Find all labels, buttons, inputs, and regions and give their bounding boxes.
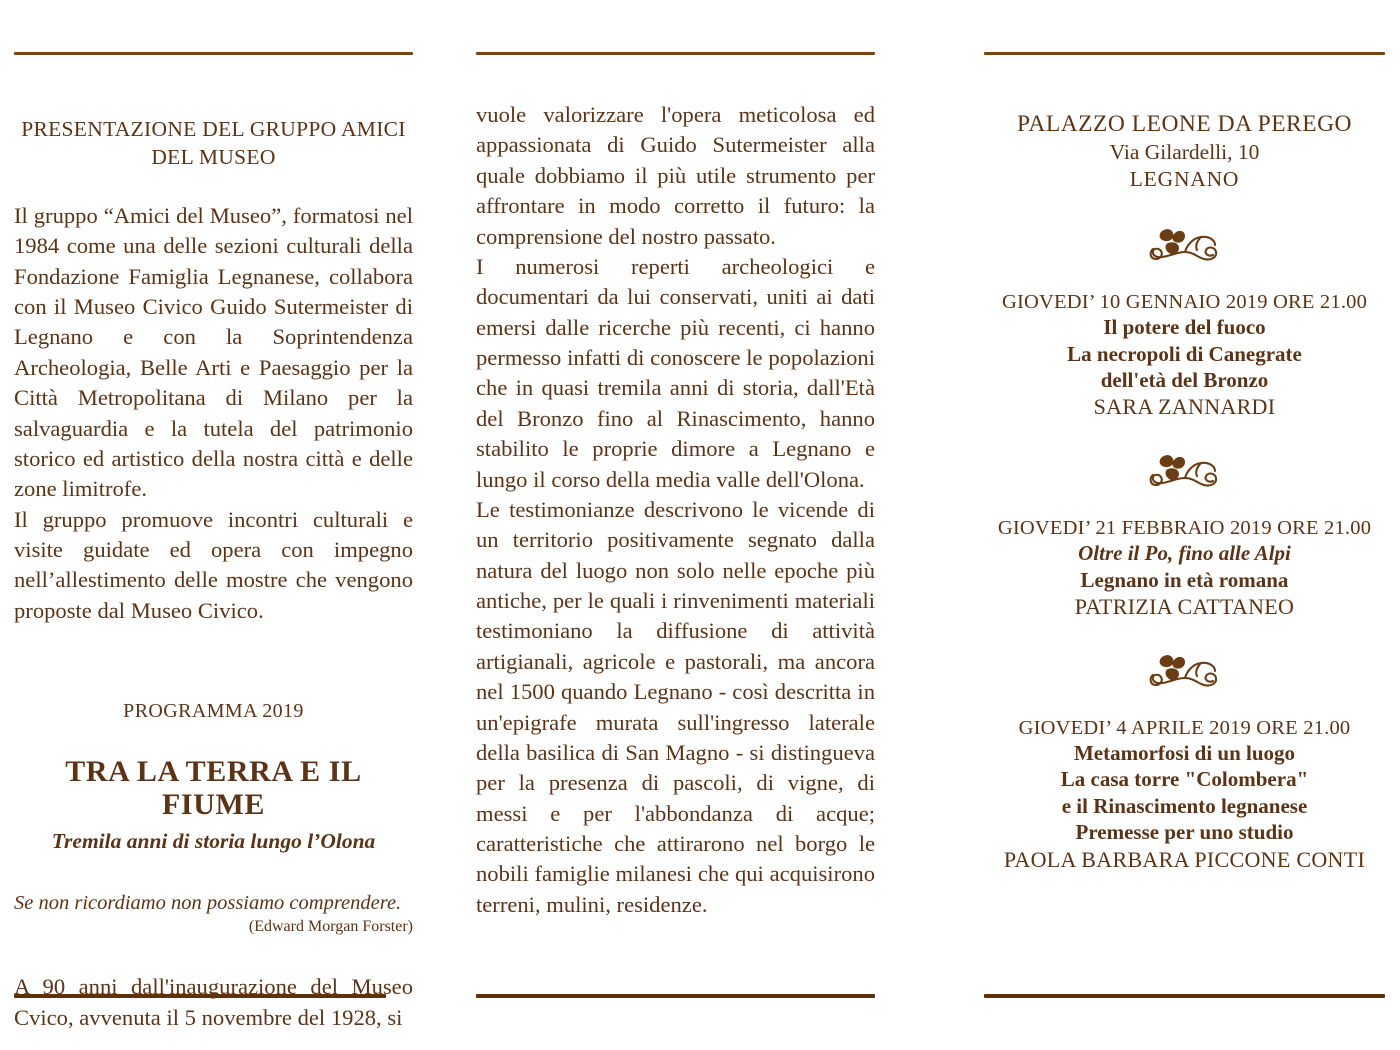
exhibition-title: TRA LA TERRA E IL FIUME (65, 755, 362, 822)
ornament-spacer (984, 269, 1385, 291)
event-entry (984, 517, 1385, 621)
event-title-line: Il potere del fuoco (1103, 315, 1266, 340)
spacer-before-quote (14, 854, 413, 892)
spacer-before-paragraph3 (14, 936, 413, 972)
column-programme (960, 0, 1400, 1050)
floral-flourish-ornament (1139, 223, 1231, 269)
venue-street: Via Gilardelli, 10 (1109, 140, 1260, 165)
presentation-paragraph-2: Il gruppo promuove incontri culturali e visite guidate ed opera con impegno nell’allestimento delle mostre che vengono proposte dal Museo Civico. (14, 506, 413, 623)
event-speaker: PATRIZIA CATTANEO (1074, 594, 1295, 620)
event-entry (984, 291, 1385, 421)
ornament-spacer (984, 495, 1385, 517)
event-spacer (984, 621, 1385, 649)
continuation-paragraph-1: vuole valorizzare l'opera meticolosa ed appassionata di Guido Sutermeister alla quale dobbiamo il più utile strumento per affrontare in modo corretto il futuro: la comprensione del nostro passato. (476, 102, 875, 249)
column1-top-rule (14, 52, 413, 55)
events-list (984, 193, 1385, 873)
event-date: GIOVEDI’ 4 APRILE 2019 ORE 21.00 (1018, 716, 1351, 739)
event-title-line: dell'età del Bronzo (1100, 368, 1269, 393)
programma-label: PROGRAMMA 2019 (123, 700, 304, 723)
spacer-before-programma (14, 626, 413, 700)
column3-content (960, 100, 1400, 873)
venue-city: LEGNANO (1129, 167, 1240, 192)
column2-top-rule (476, 52, 875, 55)
ornament-spacer (984, 695, 1385, 717)
epigraph-quote: Se non ricordiamo non possiamo comprendere. (14, 892, 402, 915)
event-title-line: La casa torre "Colombera" (1060, 767, 1309, 792)
floral-flourish-ornament (1139, 449, 1231, 495)
event-date: GIOVEDI’ 21 FEBBRAIO 2019 ORE 21.00 (997, 517, 1372, 540)
event-title-line: Metamorfosi di un luogo (1073, 740, 1296, 765)
column2-content (470, 100, 960, 920)
event-speaker: SARA ZANNARDI (1093, 394, 1276, 420)
venue-block (984, 110, 1385, 193)
event-title-line: e il Rinascimento legnanese (1061, 793, 1308, 818)
column2-bottom-rule (476, 994, 875, 998)
event-title-line: Premesse per uno studio (1075, 820, 1294, 845)
event-date: GIOVEDI’ 10 GENNAIO 2019 ORE 21.00 (1001, 291, 1368, 314)
venue-name: PALAZZO LEONE DA PEREGO (1016, 111, 1353, 137)
presentation-heading-line2: DEL MUSEO (151, 144, 276, 169)
event-title-line: Oltre il Po, fino alle Alpi (1078, 541, 1291, 566)
floral-flourish-ornament (1139, 649, 1231, 695)
presentation-heading-line1: PRESENTAZIONE DEL GRUPPO AMICI (21, 117, 406, 141)
presentation-heading (14, 116, 413, 172)
event-title-line: La necropoli di Canegrate (1067, 341, 1302, 366)
event-spacer (984, 421, 1385, 449)
column-text-continued (470, 0, 960, 1050)
event-speaker: PAOLA BARBARA PICCONE CONTI (1003, 846, 1366, 872)
column-presentation (0, 0, 470, 1050)
presentation-paragraph-3: A 90 anni dall'inaugurazione del Museo Cvico, avvenuta il 5 novembre del 1928, si (14, 974, 413, 1030)
column3-bottom-rule (984, 994, 1385, 998)
event-spacer (984, 193, 1385, 223)
epigraph-author: (Edward Morgan Forster) (248, 918, 413, 936)
continuation-paragraph-3: Le testimonianze descrivono le vicende di un territorio positivamente segnato dalla natura del luogo non solo nelle epoche più antiche, per le quali i rinvenimenti materiali testimoniano la diffusione di attività artigianali, agricole e pastorali, ma ancora nel 1500 quando Legnano - così descritta in un'epigrafe murata sull'ingresso laterale della basilica di San Magno - si distingueva per la presenza di pascoli, di vigne, di messi e per l'abbondanza di acque; caratteristiche che attirarono nel borgo le nobili famiglie milanesi che qui acquisirono terreni, mulini, residenze. (476, 496, 875, 917)
column1-content (0, 100, 470, 1033)
presentation-paragraph-1: Il gruppo “Amici del Museo”, formatosi nel 1984 come una delle sezioni culturali della Fondazione Famiglia Legnanese, collabora con il Museo Civico Guido Sutermeister di Legnano e con la Soprintendenza Archeologia, Belle Arti e Paesaggio per la Città Metropolitana di Milano per la salvaguardia e la tutela del patrimonio storico ed artistico della nostra città e delle zone limitrofe. (14, 202, 413, 502)
column3-top-rule (984, 52, 1385, 55)
exhibition-subtitle: Tremila anni di storia lungo l’Olona (51, 829, 376, 854)
event-title-line: Legnano in età romana (1080, 567, 1289, 592)
event-entry (984, 717, 1385, 874)
continuation-paragraph-2: I numerosi reperti archeologici e documentari da lui conservati, uniti ai dati emersi dalle ricerche più recenti, ci hanno permesso infatti di conoscere le popolazioni che in quasi tremila anni di storia, dall'Età del Bronzo fino al Rinascimento, hanno stabilito le proprie dimore a Legnano e lungo il corso della media valle dell'Olona. (476, 253, 875, 492)
